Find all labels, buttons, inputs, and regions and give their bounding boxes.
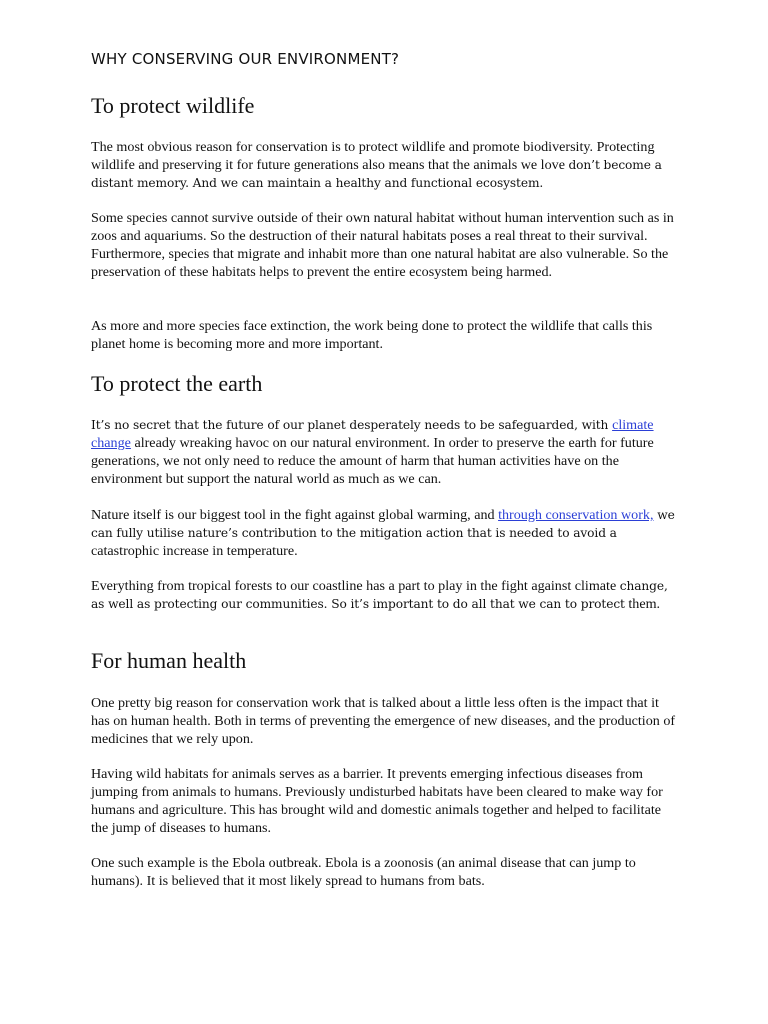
through-conservation-work-link[interactable]: through conservation work,: [498, 507, 654, 523]
section-heading-earth: To protect the earth: [91, 371, 263, 396]
health-paragraph-3: One such example is the Ebola outbreak. Ebola is a zoonosis (an animal disease that can jump to humans). It is believed that it most likely spread to humans from bats.: [91, 855, 636, 889]
earth-paragraph-1-text-end: already wreaking havoc on our natural environment. In order to preserve the earth for future generations, we not only need to reduce the amount of harm that human activities have on the environment but support the natural world as much as we can.: [91, 435, 654, 487]
earth-paragraph-2: [91, 506, 681, 560]
earth-paragraph-3-text-end: them.: [624, 596, 661, 612]
earth-paragraph-1: [91, 416, 681, 488]
health-paragraph-2: Having wild habitats for animals serves as a barrier. It prevents emerging infectious diseases from jumping from animals to humans. Previously undisturbed habitats have been cleared to make way for humans and agriculture. This has brought wild and domestic animals together and helped to facilitate the jump of diseases to humans.: [91, 766, 663, 836]
earth-paragraph-3-text-middle: change, as well as protecting our communities. So it’s important to do all that we can to protect: [91, 579, 668, 611]
wildlife-paragraph-1-text: The most obvious reason for conservation is to protect wildlife and promote biodiversity. Protecting wildlife and preserving it for future generations also means that the animals we love: [91, 139, 655, 173]
section-heading-wildlife: To protect wildlife: [91, 93, 255, 118]
section-heading-human-health: For human health: [91, 648, 247, 673]
health-paragraph-1: One pretty big reason for conservation work that is talked about a little less often is the impact that it has on human health. Both in terms of preventing the emergence of new diseases, and the production of medicines that we rely upon.: [91, 695, 676, 747]
earth-paragraph-3: [91, 577, 681, 613]
earth-paragraph-2-text-middle: we can fully utilise nature’s contribution to the mitigation action that is needed to avoid a: [91, 508, 675, 540]
wildlife-paragraph-1: [91, 138, 681, 192]
earth-paragraph-2-text-end: catastrophic increase in temperature.: [91, 543, 298, 559]
earth-paragraph-1-text-start: It’s no secret that the future of our planet desperately needs to be safeguarded, with: [91, 418, 613, 432]
wildlife-paragraph-2: Some species cannot survive outside of their own natural habitat without human intervention such as in zoos and aquariums. So the destruction of their natural habitats poses a real threat to their survival. Furthermore, species that migrate and inhabit more than one natural habitat are also vulnerable. So the preservation of these habitats helps to prevent the entire ecosystem being harmed.: [91, 210, 674, 280]
climate-change-link[interactable]: climate change: [91, 417, 654, 451]
earth-paragraph-2-text-start: Nature itself is our biggest tool in the fight against global warming, and: [91, 507, 499, 523]
wildlife-paragraph-1-text-end: don’t become a distant memory. And we can maintain a healthy and functional ecosystem.: [91, 158, 662, 190]
earth-paragraph-3-text-start: Everything from tropical forests to our coastline has a part to play in the fight against climate: [91, 578, 620, 594]
document-title: WHY CONSERVING OUR ENVIRONMENT?: [91, 50, 400, 68]
wildlife-paragraph-3: As more and more species face extinction, the work being done to protect the wildlife that calls this planet home is becoming more and more important.: [91, 318, 653, 352]
